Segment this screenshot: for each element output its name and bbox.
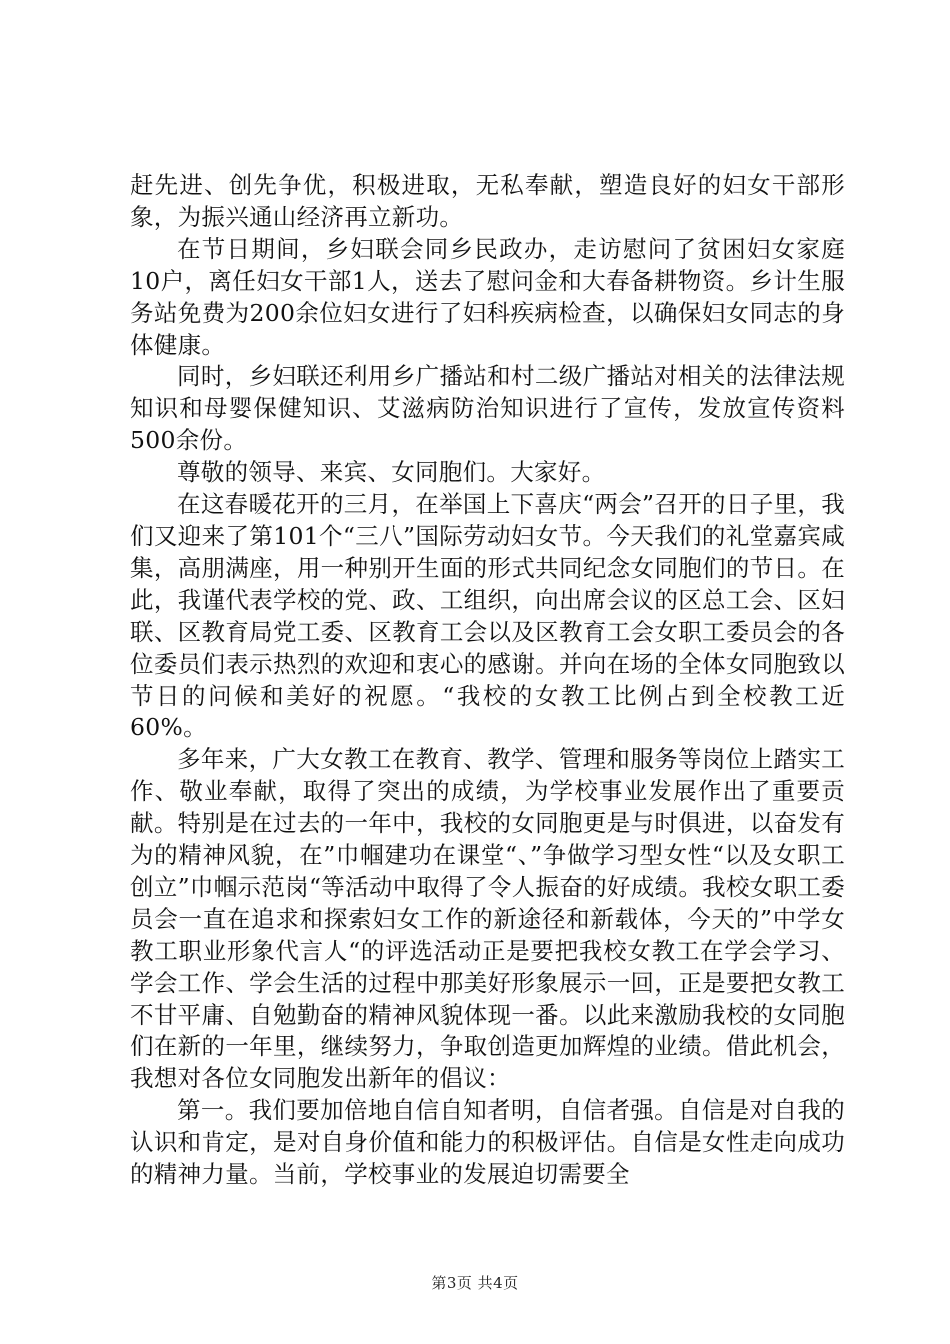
paragraph-first-proposal: 第一。我们要加倍地自信自知者明，自信者强。自信是对自我的认识和肯定，是对自身价值和能力的积极评估。自信是女性走向成功的精神力量。当前，学校事业的发展迫切需要全 [130, 1096, 845, 1189]
document-body [130, 170, 845, 1191]
paragraph-greeting: 尊敬的领导、来宾、女同胞们。大家好。 [177, 458, 606, 487]
paragraph-womens-day-opening: 在这春暖花开的三月，在举国上下喜庆“两会”召开的日子里，我们又迎来了第101个“三八”国际劳动妇女节。今天我们的礼堂嘉宾咸集，高朋满座，用一种别开生面的形式共同纪念女同胞们的节日。在此，我谨代表学校的党、政、工组织，向出席会议的区总工会、区妇联、区教育局党工委、区教育工会以及区教育工会女职工委员会的各位委员们表示热烈的欢迎和衷心的感谢。并向在场的全体女同胞致以节日的问候和美好的祝愿。“我校的女教工比例占到全校教工近60%。 [130, 490, 845, 742]
paragraph-continued: 赶先进、创先争优，积极进取，无私奉献，塑造良好的妇女干部形象，为振兴通山经济再立新功。 [130, 171, 845, 231]
paragraph-holiday-visits: 在节日期间，乡妇联会同乡民政办，走访慰问了贫困妇女家庭10户，离任妇女干部1人，送去了慰问金和大春备耕物资。乡计生服务站免费为200余位妇女进行了妇科疾病检查，以确保妇女同志的身体健康。 [130, 234, 845, 359]
paragraph-broadcast-publicity: 同时，乡妇联还利用乡广播站和村二级广播站对相关的法律法规知识和母婴保健知识、艾滋病防治知识进行了宣传，发放宣传资料500余份。 [130, 362, 845, 455]
page-number-footer: 第3页 共4页 [431, 1274, 519, 1292]
paragraph-achievements: 多年来，广大女教工在教育、教学、管理和服务等岗位上踏实工作、敬业奉献，取得了突出的成绩，为学校事业发展作出了重要贡献。特别是在过去的一年中，我校的女同胞更是与时俱进，以奋发有为的精神风貌，在”巾帼建功在课堂“、”争做学习型女性“以及女职工创立”巾帼示范岗“等活动中取得了令人振奋的好成绩。我校女职工委员会一直在追求和探索妇女工作的新途径和新载体，今天的”中学女教工职业形象代言人“的评选活动正是要把我校女教工在学会学习、学会工作、学会生活的过程中那美好形象展示一回，正是要把女教工不甘平庸、自勉勤奋的精神风貌体现一番。以此来激励我校的女同胞们在新的一年里，继续努力，争取创造更加辉煌的业绩。借此机会，我想对各位女同胞发出新年的倡议： [130, 745, 845, 1093]
